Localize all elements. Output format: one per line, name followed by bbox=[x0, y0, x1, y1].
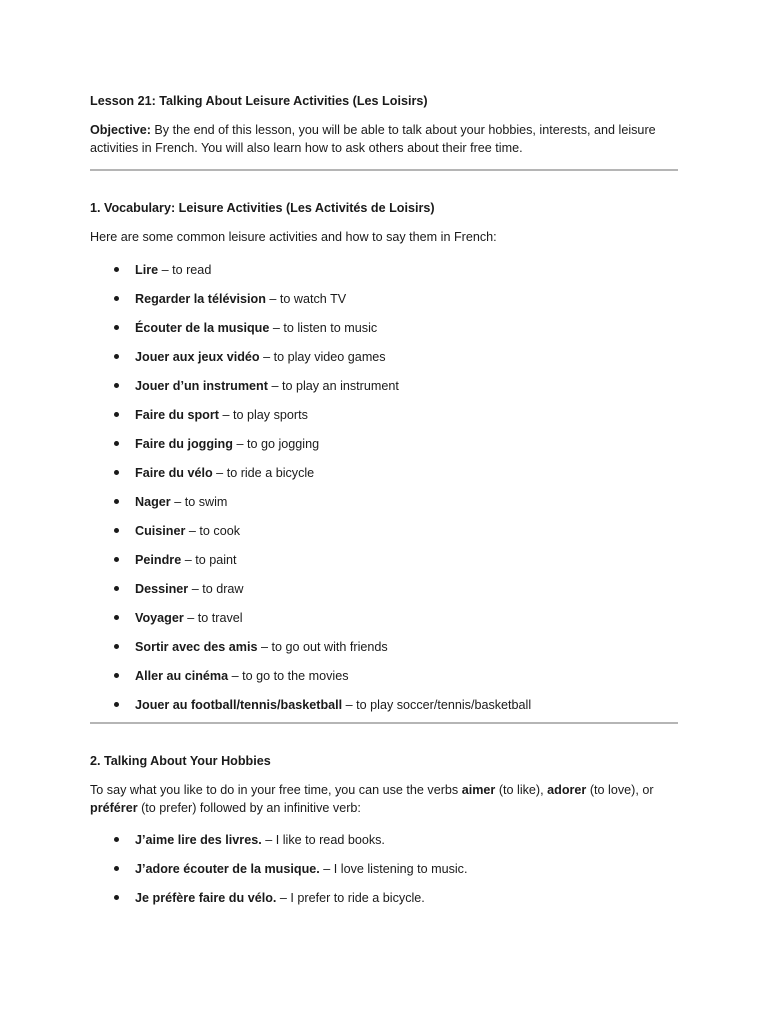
bullet-icon bbox=[114, 499, 119, 504]
bullet-icon bbox=[114, 866, 119, 871]
french-term: Jouer aux jeux vidéo bbox=[135, 349, 260, 364]
examples-list bbox=[90, 831, 678, 918]
lesson-page bbox=[90, 92, 678, 918]
intro-text: To say what you like to do in your free time, you can use the verbs bbox=[90, 782, 462, 797]
french-example: J’adore écouter de la musique. bbox=[135, 862, 320, 877]
bullet-icon bbox=[114, 557, 119, 562]
list-item bbox=[90, 522, 678, 551]
english-meaning: – to play sports bbox=[218, 407, 308, 422]
list-item bbox=[90, 831, 678, 860]
english-meaning: – to listen to music bbox=[269, 320, 378, 335]
section-1-intro: Here are some common leisure activities and how to say them in French: bbox=[90, 230, 497, 244]
section-2-title: 2. Talking About Your Hobbies bbox=[90, 753, 271, 768]
intro-text: (to love), or bbox=[586, 782, 654, 797]
english-meaning: – to watch TV bbox=[265, 291, 347, 306]
list-item bbox=[90, 261, 678, 290]
list-item bbox=[90, 348, 678, 377]
list-item bbox=[90, 377, 678, 406]
french-term: Voyager bbox=[135, 610, 184, 625]
bullet-icon bbox=[114, 267, 119, 272]
section-2-intro bbox=[90, 781, 678, 819]
english-meaning: – to play an instrument bbox=[267, 378, 399, 393]
list-item bbox=[90, 406, 678, 435]
english-meaning: – to go to the movies bbox=[228, 668, 349, 683]
english-meaning: – to draw bbox=[188, 581, 244, 596]
english-meaning: – to cook bbox=[185, 523, 240, 538]
objective-paragraph bbox=[90, 121, 678, 157]
list-item bbox=[90, 609, 678, 638]
french-term: Peindre bbox=[135, 552, 182, 567]
bullet-icon bbox=[114, 470, 119, 475]
list-item bbox=[90, 667, 678, 696]
bullet-icon bbox=[114, 895, 119, 900]
list-item bbox=[90, 319, 678, 348]
bullet-icon bbox=[114, 325, 119, 330]
list-item bbox=[90, 435, 678, 464]
english-meaning: – to play video games bbox=[259, 349, 386, 364]
bullet-icon bbox=[114, 644, 119, 649]
bullet-icon bbox=[114, 673, 119, 678]
bullet-icon bbox=[114, 615, 119, 620]
list-item bbox=[90, 696, 678, 725]
english-meaning: – to read bbox=[158, 262, 212, 277]
french-term: Jouer au football/tennis/basketball bbox=[135, 697, 343, 712]
english-meaning: – to swim bbox=[170, 494, 228, 509]
list-item bbox=[90, 889, 678, 918]
intro-text: (to prefer) followed by an infinitive verb: bbox=[137, 800, 361, 815]
vocabulary-list bbox=[90, 261, 678, 725]
french-term: Écouter de la musique bbox=[135, 320, 270, 335]
french-term: Lire bbox=[135, 262, 159, 277]
french-term: Aller au cinéma bbox=[135, 668, 229, 683]
french-example: Je préfère faire du vélo. bbox=[135, 891, 277, 906]
english-meaning: – to paint bbox=[181, 552, 237, 567]
french-term: Dessiner bbox=[135, 581, 189, 596]
english-translation: – I prefer to ride a bicycle. bbox=[276, 891, 425, 906]
bullet-icon bbox=[114, 702, 119, 707]
list-item bbox=[90, 580, 678, 609]
french-term: Faire du jogging bbox=[135, 436, 233, 451]
section-divider bbox=[90, 169, 678, 171]
french-term: Sortir avec des amis bbox=[135, 639, 258, 654]
lesson-title: Lesson 21: Talking About Leisure Activities (Les Loisirs) bbox=[90, 94, 428, 108]
verb-aimer: aimer bbox=[461, 782, 496, 797]
list-item bbox=[90, 638, 678, 667]
french-term: Faire du vélo bbox=[135, 465, 213, 480]
english-meaning: – to travel bbox=[183, 610, 243, 625]
objective-label: Objective: bbox=[90, 123, 151, 137]
english-meaning: – to go jogging bbox=[232, 436, 320, 451]
bullet-icon bbox=[114, 837, 119, 842]
list-item bbox=[90, 551, 678, 580]
bullet-icon bbox=[114, 383, 119, 388]
list-item bbox=[90, 290, 678, 319]
french-term: Nager bbox=[135, 494, 171, 509]
french-term: Regarder la télévision bbox=[135, 291, 266, 306]
objective-text: By the end of this lesson, you will be able to talk about your hobbies, interests, and leisure activities in French. You will also learn how to ask others about their free time. bbox=[90, 123, 656, 155]
bullet-icon bbox=[114, 441, 119, 446]
french-term: Cuisiner bbox=[135, 523, 186, 538]
bullet-icon bbox=[114, 586, 119, 591]
english-meaning: – to go out with friends bbox=[257, 639, 388, 654]
english-translation: – I love listening to music. bbox=[319, 862, 468, 877]
verb-preferer: préférer bbox=[90, 800, 138, 815]
bullet-icon bbox=[114, 354, 119, 359]
bullet-icon bbox=[114, 528, 119, 533]
verb-adorer: adorer bbox=[547, 782, 587, 797]
french-term: Jouer d’un instrument bbox=[135, 378, 268, 393]
section-1-title: 1. Vocabulary: Leisure Activities (Les Activités de Loisirs) bbox=[90, 201, 435, 215]
bullet-icon bbox=[114, 412, 119, 417]
french-example: J’aime lire des livres. bbox=[135, 833, 262, 848]
english-meaning: – to ride a bicycle bbox=[212, 465, 315, 480]
intro-text: (to like), bbox=[495, 782, 548, 797]
bullet-icon bbox=[114, 296, 119, 301]
list-item bbox=[90, 860, 678, 889]
english-translation: – I like to read books. bbox=[261, 833, 385, 848]
list-item bbox=[90, 464, 678, 493]
list-item bbox=[90, 493, 678, 522]
french-term: Faire du sport bbox=[135, 407, 219, 422]
english-meaning: – to play soccer/tennis/basketball bbox=[342, 697, 532, 712]
